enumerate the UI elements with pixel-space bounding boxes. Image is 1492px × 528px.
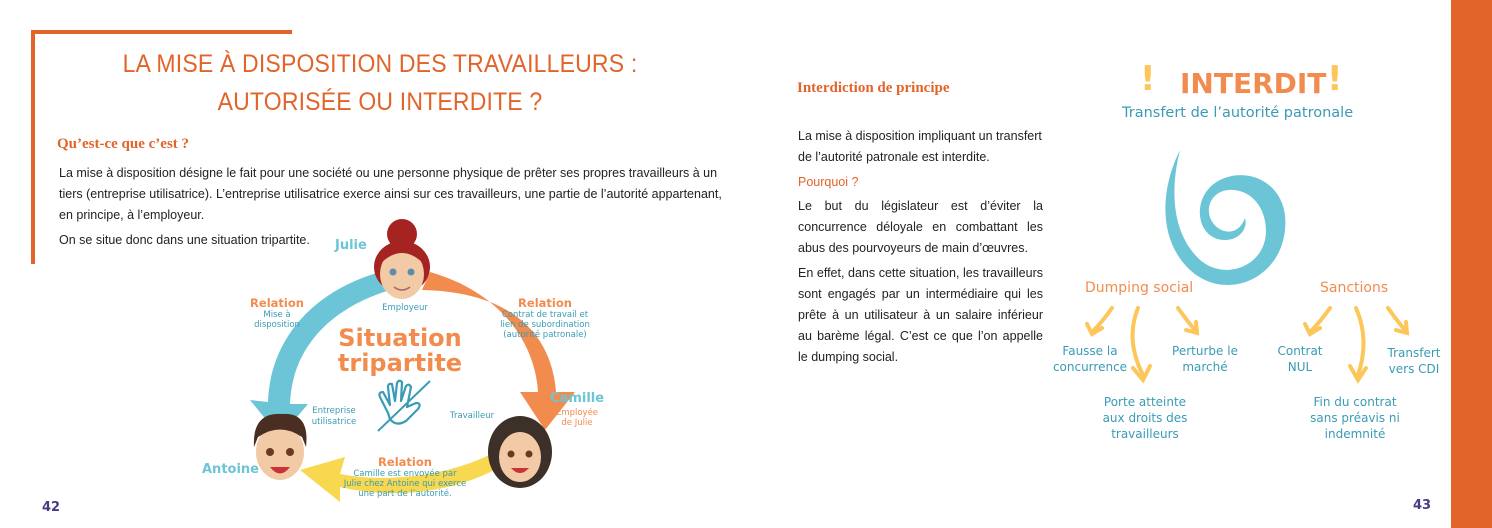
relation-line: Julie chez Antoine qui exerce bbox=[343, 479, 467, 489]
leaf-contrat-nul bbox=[1270, 343, 1330, 375]
leaf-line: travailleurs bbox=[1111, 427, 1179, 441]
interdit-title: INTERDIT bbox=[1180, 67, 1327, 100]
title-frame-left-border bbox=[31, 30, 35, 264]
relation-title: Relation bbox=[250, 296, 304, 310]
paragraph-but-legislateur: Le but du législateur est d’éviter la concurrence déloyale en combattant les abus des pourvoyeurs de main d’œuvres. bbox=[798, 199, 1043, 255]
leaf-line: Transfert bbox=[1387, 346, 1441, 360]
leaf-line: aux droits des bbox=[1102, 411, 1188, 425]
branch-sanctions: Sanctions bbox=[1320, 280, 1389, 296]
leaf-line: NUL bbox=[1287, 360, 1313, 374]
leaf-line: concurrence bbox=[1052, 360, 1128, 374]
leaf-line: Fausse la bbox=[1062, 344, 1118, 358]
crossed-hand-icon bbox=[374, 377, 434, 435]
exclamation-icon-left: ! bbox=[1140, 59, 1156, 99]
person-name-antoine: Antoine bbox=[202, 462, 259, 477]
relation-line: Contrat de travail et bbox=[501, 310, 589, 320]
paragraph-dumping-social: En effet, dans cette situation, les travailleurs sont engagés par un intermédiaire qui les prête à un utilisateur à un salaire inférieur au barème légal. C’est ce que l’on appelle le dumping social. bbox=[798, 266, 1043, 364]
situation-tripartite-title bbox=[330, 326, 470, 376]
person-name-camille: Camille bbox=[550, 391, 605, 406]
right-text-block bbox=[798, 126, 1043, 368]
role-line: utilisatrice bbox=[311, 417, 357, 427]
subheading-pourquoi: Pourquoi ? bbox=[798, 175, 859, 189]
relation-contrat-de-travail bbox=[490, 296, 600, 340]
leaf-line: vers CDI bbox=[1388, 362, 1440, 376]
intro-paragraph: La mise à disposition désigne le fait pour une société ou une personne physique de prêter ses propres travailleurs à un tiers (entreprise utilisatrice). L’entreprise utilisatrice exerce ainsi sur ces travailleurs, une partie de l’autorité appartenant, en principe, à l’employeur. bbox=[59, 166, 722, 222]
interdit-infographic bbox=[1040, 55, 1450, 455]
relation-mise-a-disposition bbox=[240, 296, 314, 330]
relation-line: Mise à bbox=[263, 310, 291, 320]
leaf-perturbe-marche bbox=[1165, 343, 1245, 375]
leaf-line: Contrat bbox=[1277, 344, 1323, 358]
relation-title: Relation bbox=[518, 296, 572, 310]
leaf-transfert-cdi bbox=[1380, 345, 1448, 377]
leaf-porte-atteinte bbox=[1095, 394, 1195, 442]
relation-envoyee bbox=[330, 455, 480, 499]
role-line: Entreprise bbox=[312, 406, 356, 416]
relation-title: Relation bbox=[378, 455, 432, 469]
role-entreprise-utilisatrice bbox=[305, 406, 363, 428]
title-frame-top-border bbox=[31, 30, 292, 34]
section-heading-interdiction: Interdiction de principe bbox=[797, 80, 950, 96]
page-title-line-1: LA MISE À DISPOSITION DES TRAVAILLEURS : bbox=[122, 50, 638, 78]
leaf-line: indemnité bbox=[1324, 427, 1386, 441]
page-number-right: 43 bbox=[1413, 498, 1432, 513]
leaf-fin-du-contrat bbox=[1300, 394, 1410, 442]
leaf-line: Perturbe le bbox=[1172, 344, 1238, 358]
person-name-julie: Julie bbox=[335, 238, 367, 253]
page-title-line-2: AUTORISÉE OU INTERDITE ? bbox=[217, 88, 543, 116]
interdit-subtitle: Transfert de l’autorité patronale bbox=[1122, 105, 1354, 121]
leaf-line: Fin du contrat bbox=[1313, 395, 1397, 409]
relation-line: Camille est envoyée par bbox=[353, 469, 457, 479]
exclamation-icon-right: ! bbox=[1327, 59, 1343, 99]
page-number-left: 42 bbox=[42, 500, 61, 515]
paragraph-interdite: La mise à disposition impliquant un transfert de l’autorité patronale est interdite. bbox=[798, 129, 1042, 164]
tripartite-paragraph: On se situe donc dans une situation tripartite. bbox=[59, 233, 310, 247]
section-heading-what-is-it: Qu’est-ce que c’est ? bbox=[57, 136, 190, 152]
center-title-line-2: tripartite bbox=[337, 349, 463, 377]
decorative-side-bar bbox=[1451, 0, 1492, 528]
subrole-line: Employée bbox=[555, 408, 599, 418]
relation-line: (autorité patronale) bbox=[503, 330, 587, 340]
subrole-line: de Julie bbox=[561, 418, 593, 428]
role-employeur: Employeur bbox=[382, 303, 428, 313]
leaf-line: sans préavis ni bbox=[1310, 411, 1400, 425]
branch-dumping-social: Dumping social bbox=[1085, 280, 1194, 296]
relation-line: lien de subordination bbox=[500, 320, 590, 330]
camille-subrole bbox=[552, 408, 602, 428]
tripartite-diagram bbox=[190, 212, 620, 512]
leaf-line: marché bbox=[1182, 360, 1228, 374]
center-title-line-1: Situation bbox=[338, 324, 462, 352]
role-travailleur: Travailleur bbox=[450, 411, 495, 421]
leaf-fausse-concurrence bbox=[1045, 343, 1135, 375]
relation-line: disposition bbox=[254, 320, 300, 330]
leaf-line: Porte atteinte bbox=[1103, 395, 1187, 409]
relation-line: une part de l’autorité. bbox=[358, 489, 452, 499]
spiral-icon bbox=[1140, 140, 1290, 300]
